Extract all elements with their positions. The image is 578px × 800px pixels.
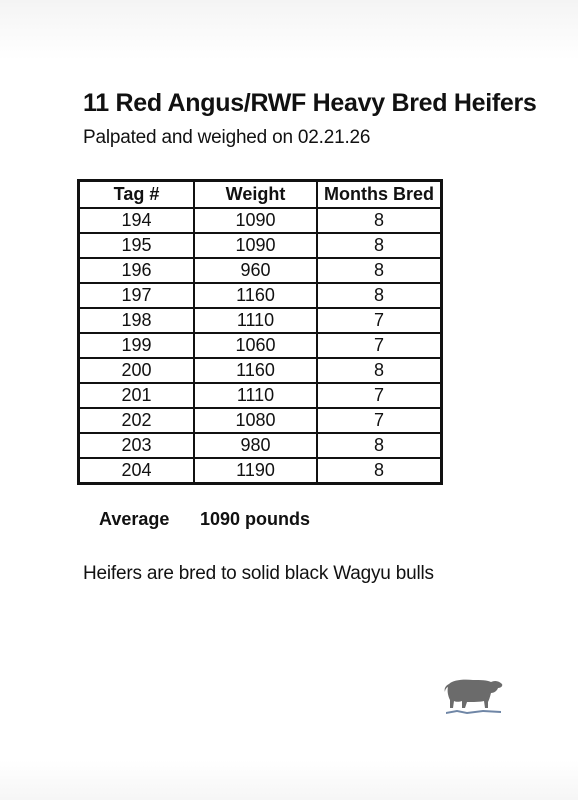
cell-tag: 200 [79, 358, 195, 383]
table-row [79, 208, 442, 233]
column-header-tag: Tag # [79, 181, 195, 209]
cell-tag: 196 [79, 258, 195, 283]
table-row [79, 458, 442, 484]
cow-icon [443, 674, 505, 716]
cell-months-bred: 8 [317, 233, 442, 258]
table-row [79, 333, 442, 358]
cell-months-bred: 8 [317, 283, 442, 308]
cell-months-bred: 8 [317, 358, 442, 383]
table-header-row [79, 181, 442, 209]
column-header-months-bred: Months Bred [317, 181, 442, 209]
table-header [79, 181, 442, 209]
cell-tag: 195 [79, 233, 195, 258]
cell-months-bred: 8 [317, 208, 442, 233]
table-row [79, 308, 442, 333]
table-row [79, 408, 442, 433]
table-row [79, 258, 442, 283]
cell-months-bred: 8 [317, 258, 442, 283]
cell-weight: 980 [194, 433, 317, 458]
cell-weight: 1090 [194, 233, 317, 258]
cell-weight: 1110 [194, 383, 317, 408]
document-title: 11 Red Angus/RWF Heavy Bred Heifers [83, 89, 537, 117]
cell-tag: 204 [79, 458, 195, 484]
cell-weight: 1090 [194, 208, 317, 233]
cell-tag: 203 [79, 433, 195, 458]
average-value: 1090 pounds [200, 509, 311, 529]
breeding-note: Heifers are bred to solid black Wagyu bulls [83, 563, 434, 584]
cell-tag: 197 [79, 283, 195, 308]
cell-tag: 202 [79, 408, 195, 433]
cell-weight: 1160 [194, 283, 317, 308]
heifer-table [77, 179, 443, 485]
cell-months-bred: 8 [317, 458, 442, 484]
document-subtitle: Palpated and weighed on 02.21.26 [83, 127, 371, 148]
column-header-weight: Weight [194, 181, 317, 209]
average-label: Average [99, 509, 170, 529]
cell-months-bred: 7 [317, 333, 442, 358]
cell-tag: 201 [79, 383, 195, 408]
cell-months-bred: 8 [317, 433, 442, 458]
table-body [79, 208, 442, 484]
cell-months-bred: 7 [317, 383, 442, 408]
cell-months-bred: 7 [317, 308, 442, 333]
table-row [79, 233, 442, 258]
cell-months-bred: 7 [317, 408, 442, 433]
cell-weight: 1080 [194, 408, 317, 433]
cell-weight: 1190 [194, 458, 317, 484]
table-row [79, 433, 442, 458]
table-row [79, 383, 442, 408]
cell-tag: 199 [79, 333, 195, 358]
cell-weight: 1160 [194, 358, 317, 383]
cell-weight: 1060 [194, 333, 317, 358]
cell-tag: 194 [79, 208, 195, 233]
cell-weight: 960 [194, 258, 317, 283]
table-row [79, 283, 442, 308]
cell-tag: 198 [79, 308, 195, 333]
cell-weight: 1110 [194, 308, 317, 333]
table-row [79, 358, 442, 383]
